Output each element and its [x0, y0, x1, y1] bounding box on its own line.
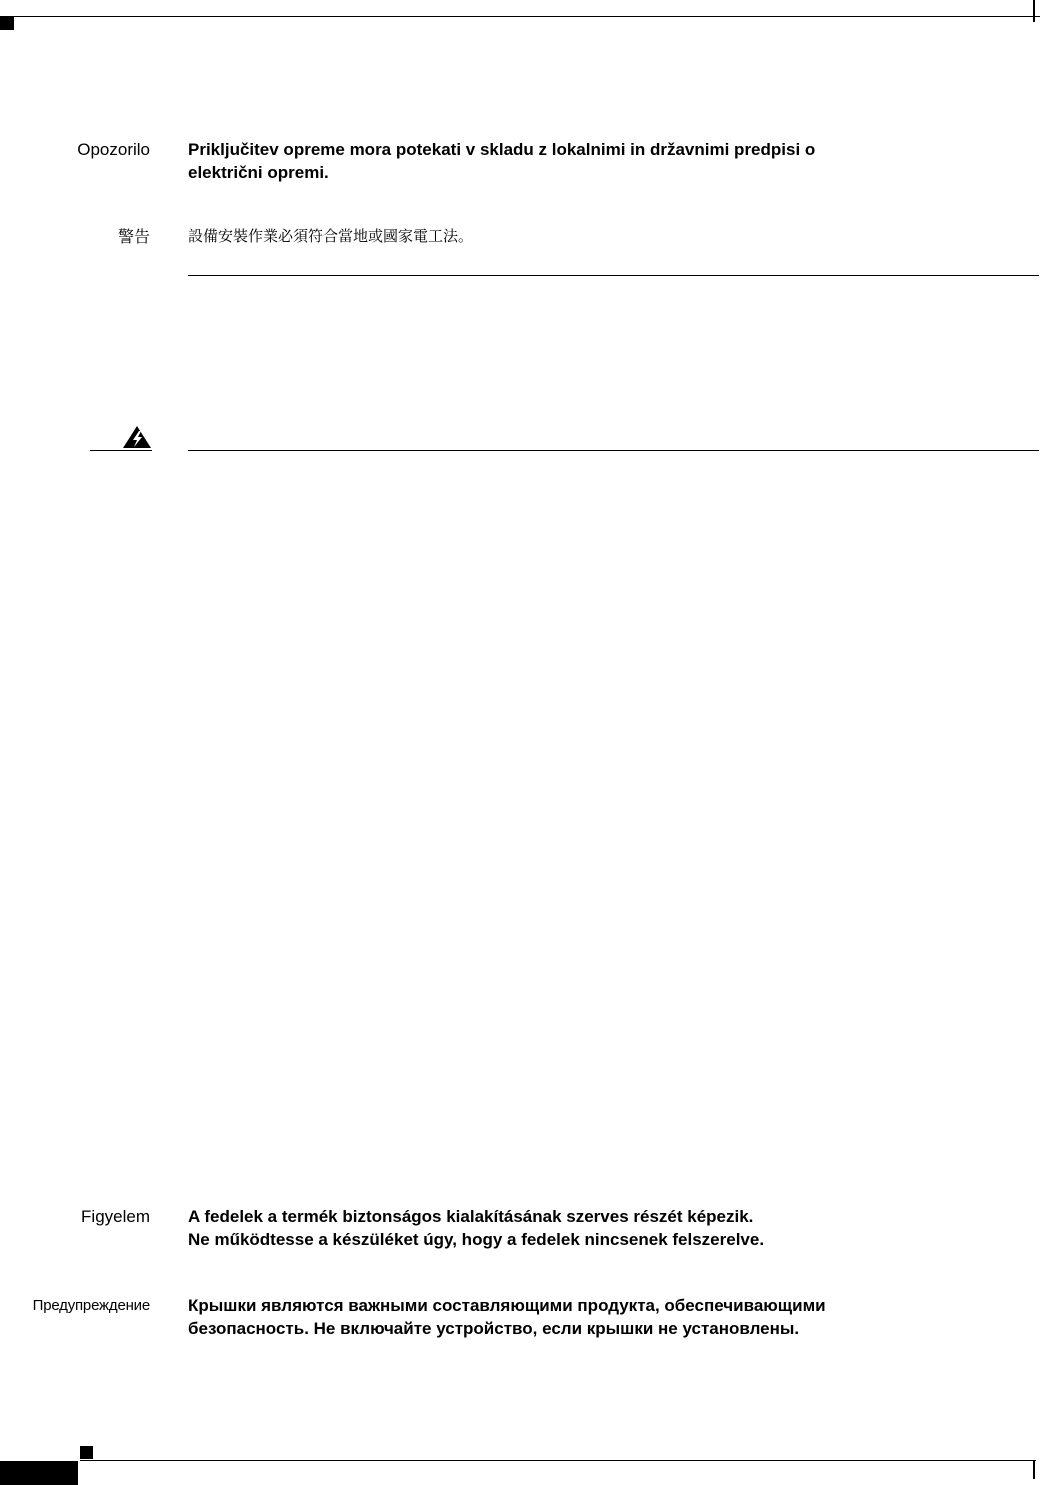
warning-text-russian	[188, 1294, 988, 1340]
warning-text-russian-line1: Крышки являются важными составляющими продукта, обеспечивающими	[188, 1296, 826, 1315]
bottom-right-tick	[1033, 1461, 1035, 1479]
top-page-rule	[0, 16, 1040, 17]
warning-label-hungarian: Figyelem	[81, 1207, 150, 1226]
warning-label-russian: Предупреждение	[32, 1297, 150, 1314]
warning-label-slovenian: Opozorilo	[77, 140, 150, 159]
warning-text-slovenian-line1: Priključitev opreme mora potekati v skladu z lokalnimi in državnimi predpisi o	[188, 140, 816, 159]
warning-text-russian-line2: безопасность. Не включайте устройство, если крышки не установлены.	[188, 1319, 800, 1338]
icon-underline-rule	[90, 450, 152, 451]
warning-text-slovenian	[188, 138, 988, 184]
bottom-page-rule	[80, 1460, 1036, 1461]
warning-text-hungarian-line2: Ne működtesse a készüléket úgy, hogy a fedelek nincsenek felszerelve.	[188, 1230, 765, 1249]
page-number-block	[0, 1461, 78, 1485]
warning-text-hungarian-line1: A fedelek a termék biztonságos kialakításának szerves részét képezik.	[188, 1207, 754, 1226]
top-corner-marker	[0, 17, 14, 30]
bottom-corner-marker	[80, 1446, 93, 1459]
warning-triangle-icon	[120, 424, 154, 450]
top-right-tick	[1033, 0, 1035, 22]
warning-top-rule	[188, 450, 1039, 451]
warning-label-chinese: 警告	[117, 227, 150, 246]
warning-text-hungarian	[188, 1205, 988, 1251]
warning-text-chinese: 設備安裝作業必須符合當地或國家電工法。	[188, 227, 474, 245]
section-divider	[188, 275, 1039, 276]
warning-text-slovenian-line2: električni opremi.	[188, 163, 329, 182]
